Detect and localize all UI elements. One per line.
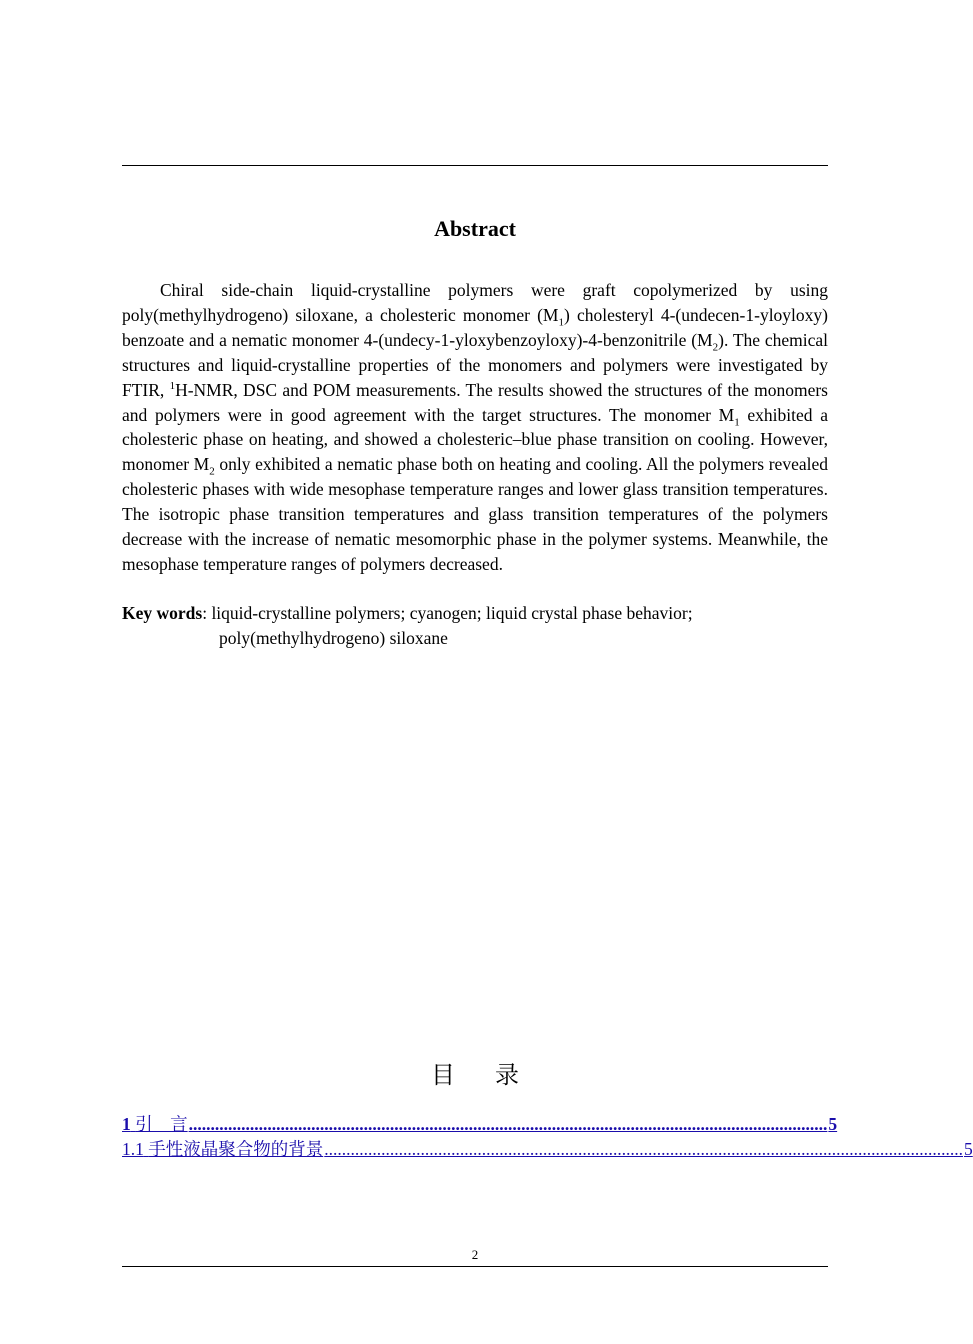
abstract-text: only exhibited a nematic phase both on heating and cooling. All the polymers revealed cholesteric phases with wide mesophase temperature ranges and lower glass transition temperatures. The isotropic phase transition temperatures and glass transition temperatures of the polymers decrease with the increase of nematic mesomorphic phase in the polymer systems. Meanwhile, the mesophase temperature ranges of polymers decreased.: [122, 454, 828, 574]
abstract-heading: Abstract: [434, 216, 516, 241]
superscript-h-nmr: 1: [169, 379, 176, 392]
toc-entry-label: [122, 1137, 323, 1162]
keywords-block: [122, 601, 828, 651]
subscript-m2: 2: [712, 341, 719, 354]
toc-entry-title: 手性液晶聚合物的背景: [148, 1140, 324, 1160]
abstract-text: ). The chemical structures and liquid-crystalline properties of the monomers and polymers were investigated by FTIR,: [122, 329, 829, 400]
abstract-text: exhibited a cholesteric phase on heating, and showed a cholesteric–blue phase transition on cooling. However, monomer M: [122, 404, 829, 475]
abstract-paragraph: [122, 278, 828, 577]
toc-entry-introduction[interactable]: [122, 1112, 838, 1136]
toc-page-number: 5: [964, 1139, 973, 1159]
toc-page-number: 5: [828, 1114, 838, 1134]
footer-rule: [122, 1266, 828, 1267]
page-number: 2: [471, 1247, 479, 1262]
toc-entry-number: 1.1: [122, 1139, 144, 1159]
subscript-m1: 1: [734, 416, 740, 429]
toc-dot-leader: ..................................................................................................................................................: [188, 1114, 828, 1134]
toc-entry-label: [122, 1112, 188, 1137]
toc-entry-number: 1: [122, 1114, 131, 1134]
subscript-m2: 2: [209, 465, 215, 478]
abstract-text: ) cholesteryl 4-(undecen-1-yloyloxy) benzoate and a nematic monomer 4-(undecy-1-yloxybenzoyloxy)-4-benzonitrile (M: [122, 304, 828, 350]
keywords-continuation: poly(methylhydrogeno) siloxane: [219, 627, 448, 648]
header-rule: [122, 165, 828, 166]
toc-dot-leader: ..................................................................................................................................................: [324, 1139, 963, 1159]
toc-heading: 目录: [431, 1061, 559, 1089]
abstract-text: H-NMR, DSC and POM measurements. The results showed the structures of the monomers and polymers were in good agreement with the target structures. The monomer M: [122, 379, 828, 425]
subscript-m1: 1: [558, 316, 564, 329]
toc-entry-title: 引 言: [135, 1115, 188, 1135]
keywords-label: Key words: [122, 603, 203, 623]
abstract-text: Chiral side-chain liquid-crystalline polymers were graft copolymerized by using poly(methylhydrogeno) siloxane, a cholesteric monomer (M: [122, 280, 828, 325]
toc-entry-background[interactable]: [122, 1137, 973, 1161]
keywords-line: [122, 601, 828, 626]
keywords-text: : liquid-crystalline polymers; cyanogen; liquid crystal phase behavior;: [202, 603, 693, 623]
